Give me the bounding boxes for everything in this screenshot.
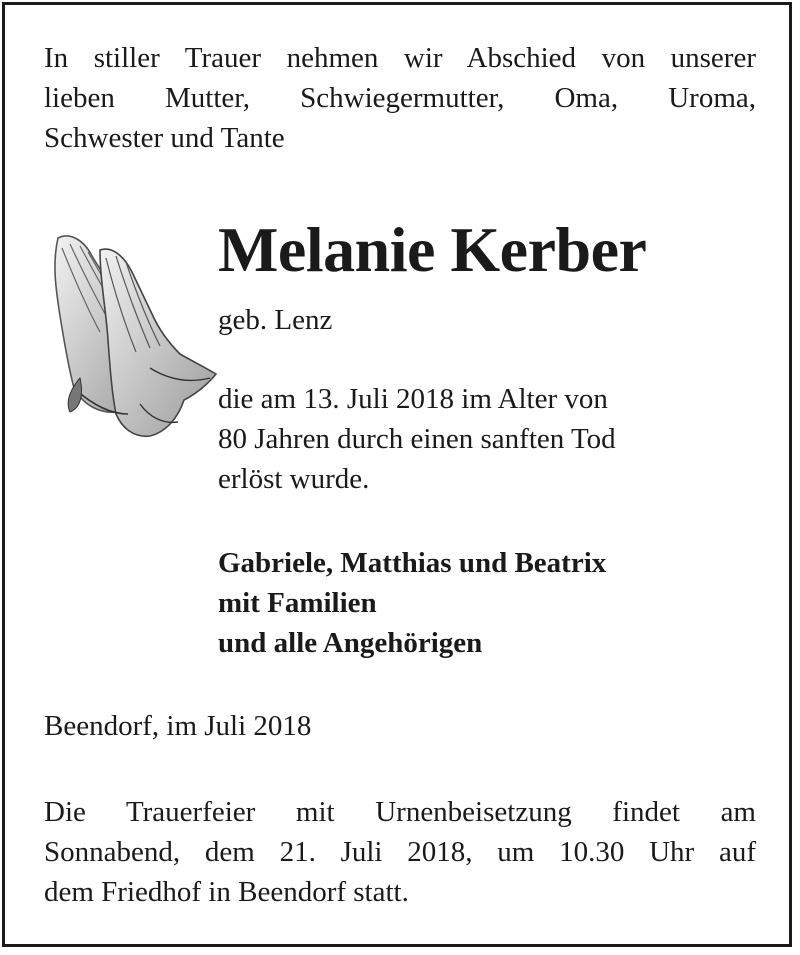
mourners-text bbox=[218, 543, 606, 663]
death-line-1: die am 13. Juli 2018 im Alter von bbox=[218, 383, 608, 415]
place-date: Beendorf, im Juli 2018 bbox=[44, 710, 312, 742]
intro-line-2: lieben Mutter, Schwiegermutter, Oma, Uroma, bbox=[44, 82, 756, 114]
ceremony-text bbox=[44, 792, 756, 912]
mourners-line-2: mit Familien bbox=[218, 587, 377, 619]
intro-line-1: In stiller Trauer nehmen wir Abschied von unserer bbox=[44, 42, 756, 74]
deceased-name: Melanie Kerber bbox=[218, 214, 647, 285]
praying-hands-icon bbox=[40, 228, 220, 448]
mourners-line-3: und alle Angehörigen bbox=[218, 627, 483, 659]
maiden-name: geb. Lenz bbox=[218, 304, 333, 336]
intro-text bbox=[44, 38, 756, 158]
death-notice-text bbox=[218, 379, 616, 499]
ceremony-line-2: Sonnabend, dem 21. Juli 2018, um 10.30 Uhr auf bbox=[44, 836, 756, 868]
mourners-line-1: Gabriele, Matthias und Beatrix bbox=[218, 547, 607, 579]
death-line-2: 80 Jahren durch einen sanften Tod bbox=[218, 423, 616, 455]
intro-line-3: Schwester und Tante bbox=[44, 122, 285, 154]
ceremony-line-3: dem Friedhof in Beendorf statt. bbox=[44, 876, 409, 908]
ceremony-line-1: Die Trauerfeier mit Urnenbeisetzung findet am bbox=[44, 796, 756, 828]
death-line-3: erlöst wurde. bbox=[218, 463, 370, 495]
